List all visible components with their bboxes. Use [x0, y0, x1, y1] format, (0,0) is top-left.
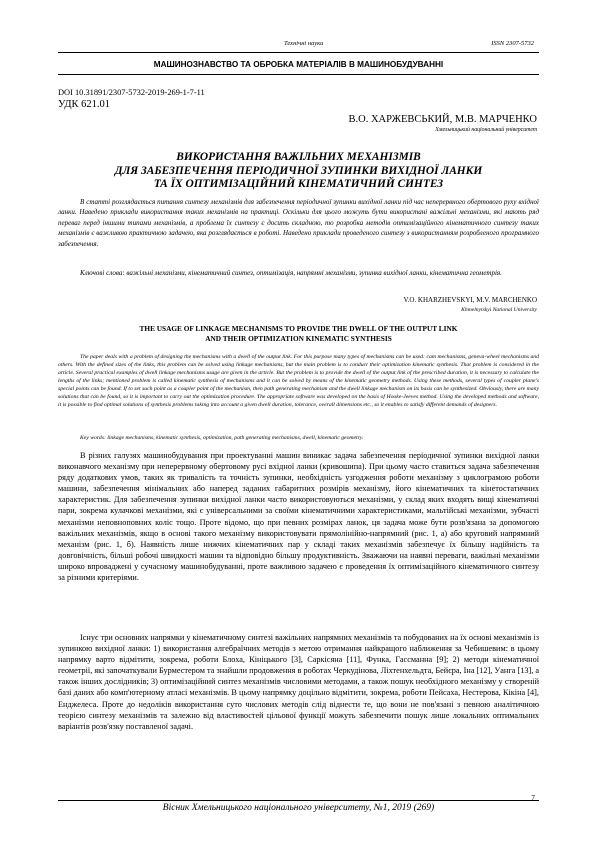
- authors-uk: В.О. ХАРЖЕВСЬКИЙ, М.В. МАРЧЕНКО: [348, 114, 537, 125]
- authors-en: V.O. KHARZHEVSKYI, M.V. MARCHENKO: [403, 296, 537, 304]
- title-en-line: AND THEIR OPTIMIZATION KINEMATIC SYNTHESIS: [205, 334, 392, 343]
- doi: DOI 10.31891/2307-5732-2019-269-1-7-11: [58, 88, 205, 97]
- issn-header: ISSN 2307-5732: [491, 40, 534, 47]
- section-title: МАШИНОЗНАВСТВО ТА ОБРОБКА МАТЕРІАЛІВ В МАШИНОБУДУВАННІ: [153, 60, 444, 69]
- journal-header-left: Технічні науки: [284, 40, 324, 47]
- body-paragraph: В різних галузях машинобудування при проектуванні машин виникає задача забезпечення періодичної зупинки вихідної ланки виконавчого механізму при неперервному обертовому русі вхідної ланки (кривошипа). При цьому часто ставиться задача забезпечення ряду додаткових умов, таких як тривалість та точність зупинки, необхідність узгодження роботи механізму з циклограмою роботи машини, забезпечення мінімальних або наперед заданих габаритних розмірів механізму, його кінематичних та кінетостатичних характеристик. Для забезпечення зупинки вихідної ланки часто використовуються механізми, у склад яких входять вищі кінематичні пари, зокрема кулачкові механізми, які є універсальними за своїми кінематичними характеристиками, мальтійські механізми, зубчасті механізми неповноповних коліс тощо. Проте відомо, що при певних розмірах ланок, ця задача може бути розв'язана за допомогою важільних механізмів, якщо в основі такого механізму використовувати прямолінійно-напрямний (рис. 1, а) або круговий напрямний механізм (рис. 1, б). Наявність лише нижчих кінематичних пар у складі таких механізмів забезпечує їх більшу надійність та довговічність, більші робочі швидкості машин та відповідно більшу продуктивність. Зважаючи на наявні переваги, важільні механізми широко впроваджені у сучасному машинобудуванні, проте важливою задачею є проведення їх оптимізаційного кінематичного синтезу за різними критеріями.: [58, 451, 539, 583]
- abstract-en: The paper deals with a problem of designing the mechanisms with a dwell of the output link. For this purpose many types of mechanisms can be used: cam mechanisms, geneva-wheel mechanisms and others. With the defined sizes of the links, this problem can be solved using linkage mechanisms, but the main problem is to conduct their optimization kinematic synthesis. That problem is considered in the article. Several practical examples of dwell linkage mechanisms usage are given in the article. But the problem is to provide the dwell of the output link of the prescribed duration, it is necessary to calculate the lengths of the links; mentioned problem is called kinematic synthesis of mechanisms and it can be solved by means of the kinematic geometry methods. Using these methods, several types of coupler plane's special points can be found. If to set such point as a coupler point of the mechanism, then path generating mechanism and the dwell linkage mechanism on its basis can be synthesized. Obviously, there are many solutions that can be found, so it is important to carry out the optimization procedure. The appropriate software was developed on the basis of Hooke-Jeeves method. Using the developed methods and software, it is possible to find optimal solutions of synthesis problems taking into account a given dwell duration, tolerance, overall dimensions etc., so it enables to satisfy different demands of designers.: [58, 354, 539, 409]
- udk: УДК 621.01: [58, 99, 111, 110]
- keywords-en: Key words: linkage mechanisms, kinematic synthesis, optimization, path generating mechanisms, dwell, kinematic geometry.: [80, 435, 364, 441]
- header-rule-bottom: [58, 74, 539, 75]
- paper-title-en: [58, 324, 539, 344]
- abstract-uk: В статті розглядається питання синтезу механізмів для забезпечення періодичної зупинки вихідної ланки під час неперервного обертового руху вхідної ланки. Наведено приклади використання таких механізмів на практиці. Оскільки для цього можуть бути використані важільні механізми, які мають ряд переваг перед іншими типами механізмів, а проблема їх синтезу є досить складною, то розробка методів оптимізаційного кінематичного синтезу таких механізмів є важливою практичною задачею, яка розглядається в роботі. Наведено приклади проведеного синтезу з використанням розробленого програмного забезпечення.: [58, 198, 539, 248]
- title-en-line: THE USAGE OF LINKAGE MECHANISMS TO PROVIDE THE DWELL OF THE OUTPUT LINK: [139, 324, 458, 333]
- title-uk-line: ВИКОРИСТАННЯ ВАЖІЛЬНИХ МЕХАНІЗМІВ: [176, 151, 421, 163]
- footer-rule: [58, 800, 539, 801]
- body-paragraph: Існує три основних напрямки у кінематичному синтезі важільних напрямних механізмів та побудованих на їх основі механізмів із зупинкою вихідної ланки: 1) використання алгебраїчних методів з метою отримання найкращого наближення за Чебишевим: в цьому напрямку варто відмітити, зокрема, роботи Блоха, Кініцького [3], Саркісяна [11], Функа, Гассманна [9]; 2) методи кінематичної геометрії, які започаткували Бурместером та знайшли продовження в роботах Черкудінова, Ліхтенхельдта, Бейєра, Іна [12], Уанга [13], а також інших дослідників; 3) оптимізаційний синтез механізмів числовими методами, а також пошук необхідного механізму у створеній базі даних або комп'ютерному атласі механізмів. В цьому напрямку доцільно відмітити, зокрема, роботи Пейсаха, Нестерова, Кікіна [4], Енджелеса. Проте до недоліків використання суто числових методів слід віднести те, що вони не пов'язані з певною аналітичною теорією синтезу механізмів та залежно від властивостей цільової функції можуть забезпечити пошук лише локальних оптимальних варіантів розв'язку поставленої задачі.: [58, 633, 539, 731]
- paper-title-uk: [58, 151, 539, 192]
- journal-footer: Вісник Хмельницького національного університету, №1, 2019 (269): [162, 803, 435, 813]
- title-uk-line: ТА ЇХ ОПТИМІЗАЦІЙНИЙ КІНЕМАТИЧНИЙ СИНТЕЗ: [153, 178, 444, 190]
- page-number: 7: [531, 793, 535, 802]
- affiliation-uk: Хмельницький національний університет: [435, 127, 537, 133]
- keywords-uk: Ключові слова: важільні механізми, кінематичний синтез, оптимізація, напрямні механізми, зупинка вихідної ланки, кінематична геометрія.: [80, 269, 502, 277]
- title-uk-line: ДЛЯ ЗАБЕЗПЕЧЕННЯ ПЕРІОДИЧНОЇ ЗУПИНКИ ВИХІДНОЇ ЛАНКИ: [114, 164, 483, 177]
- affiliation-en: Khmelnytskyi National University: [461, 307, 537, 313]
- header-rule-top: [58, 52, 539, 53]
